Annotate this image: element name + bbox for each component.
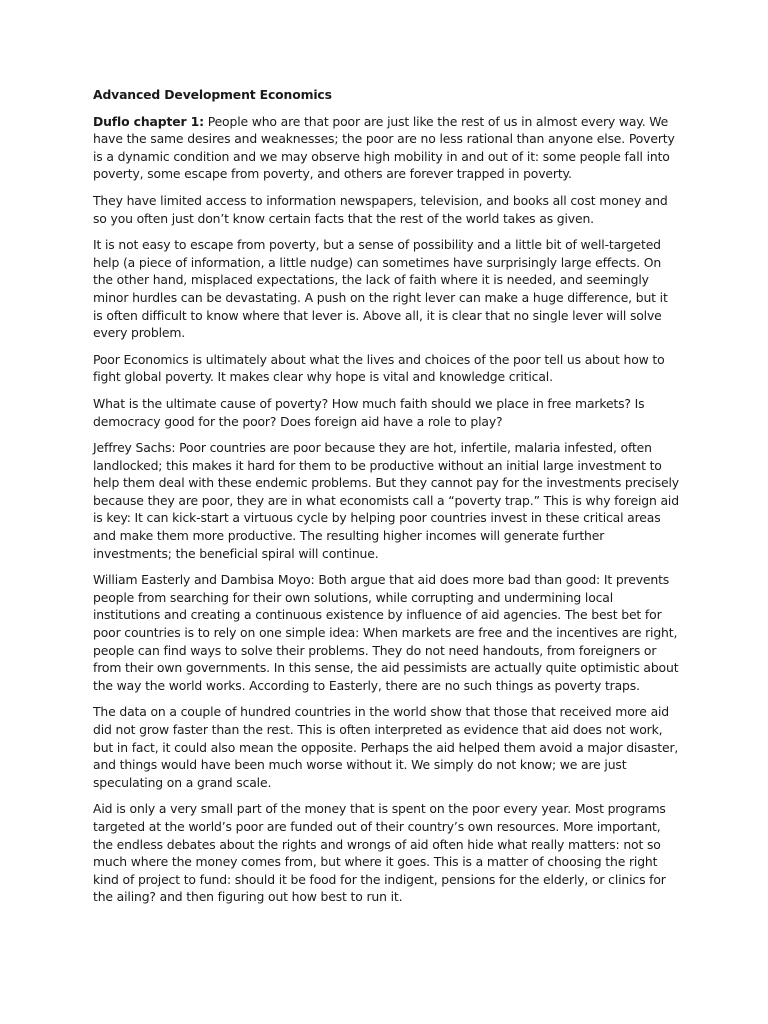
paragraph-aid-share: Aid is only a very small part of the money that is spent on the poor every year. Most programs targeted at the world’s poor are funded out of their country’s own resources. More important, the endless debates about the rights and wrongs of aid often hide what really matters: not so much where the money comes from, but where it goes. This is a matter of choosing the right kind of project to fund: should it be food for the indigent, pensions for the elderly, or clinics for the ailing? and then figuring out how best to run it. [93,801,666,905]
paragraph-access: They have limited access to information newspapers, television, and books all cost money and so you often just don’t know certain facts that the rest of the world takes as given. [93,192,668,226]
paragraph-questions: What is the ultimate cause of poverty? How much faith should we place in free markets? Is democracy good for the poor? Does foreign aid have a role to play? [93,395,645,429]
intro-paragraph [93,113,679,183]
document-body [93,86,679,915]
intro-lead: Duflo chapter 1: [93,113,204,129]
paragraph-escape: It is not easy to escape from poverty, but a sense of possibility and a little bit of well-targeted help (a piece of information, a little nudge) can sometimes have surprisingly large effects. On the other hand, misplaced expectations, the lack of faith where it is needed, and seemingly minor hurdles can be devastating. A push on the right lever can make a huge difference, but it is often difficult to know where that lever is. Above all, it is clear that no single lever will solve every problem. [93,237,668,341]
paragraph-poor-economics: Poor Economics is ultimately about what the lives and choices of the poor tell us about how to fight global poverty. It makes clear why hope is vital and knowledge critical. [93,351,665,385]
document-title: Advanced Development Economics [93,87,332,102]
paragraph-sachs: Jeffrey Sachs: Poor countries are poor because they are hot, infertile, malaria infested, often landlocked; this makes it hard for them to be productive without an initial large investment to help them deal with these endemic problems. But they cannot pay for the investments precisely because they are poor, they are in what economists call a “poverty trap.” This is why foreign aid is key: It can kick-start a virtuous cycle by helping poor countries invest in these critical areas and make them more productive. The resulting higher incomes will generate further investments; the beneficial spiral will continue. [93,440,679,561]
paragraph-easterly-moyo: William Easterly and Dambisa Moyo: Both argue that aid does more bad than good: It prevents people from searching for their own solutions, while corrupting and undermining local institutions and creating a continuous existence by influence of aid agencies. The best bet for poor countries is to rely on one simple idea: When markets are free and the incentives are right, people can find ways to solve their problems. They do not need handouts, from foreigners or from their own governments. In this sense, the aid pessimists are actually quite optimistic about the way the world works. According to Easterly, there are no such things as poverty traps. [93,572,679,693]
paragraph-data: The data on a couple of hundred countries in the world show that those that received more aid did not grow faster than the rest. This is often interpreted as evidence that aid does not work, but in fact, it could also mean the opposite. Perhaps the aid helped them avoid a major disaster, and things would have been much worse without it. We simply do not know; we are just speculating on a grand scale. [93,704,679,790]
intro-text: People who are that poor are just like the rest of us in almost every way. We have the same desires and weaknesses; the poor are no less rational than anyone else. Poverty is a dynamic condition and we may observe high mobility in and out of it: some people fall into poverty, some escape from poverty, and others are forever trapped in poverty. [93,113,675,182]
